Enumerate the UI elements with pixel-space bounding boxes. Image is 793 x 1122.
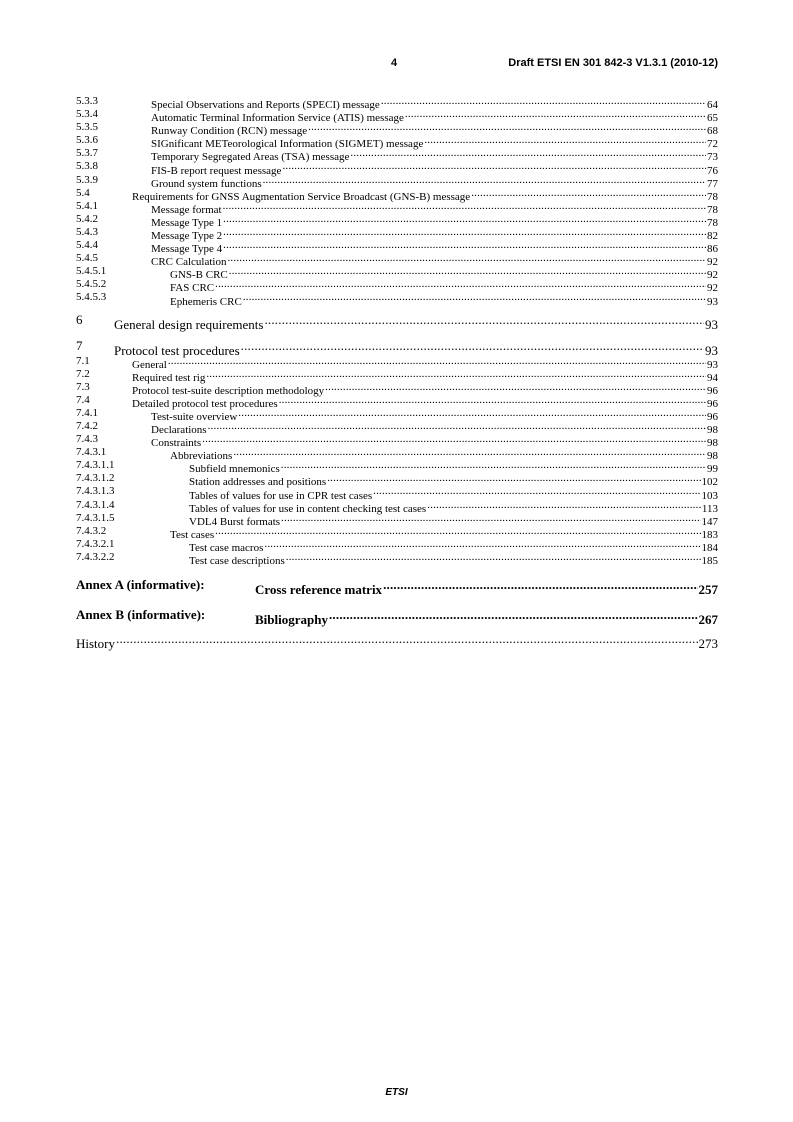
toc-leader-dots [215, 278, 706, 291]
toc-entry-number: 7.4.3.1.3 [76, 485, 115, 498]
toc-entry-number: 5.4.5 [76, 252, 98, 265]
toc-entry-page: 185 [701, 555, 718, 567]
toc-entry-title: Requirements for GNSS Augmentation Service Broadcast (GNS-B) message [132, 190, 471, 203]
toc-entry[interactable] [76, 511, 718, 528]
toc-entry-title: Message format [151, 203, 222, 216]
toc-annex-entry[interactable] [76, 606, 718, 627]
toc-leader-dots [286, 551, 701, 564]
toc-entry-title: FAS CRC [170, 282, 215, 295]
toc-entry-title: General [132, 358, 167, 371]
toc-leader-dots [282, 160, 706, 173]
toc-entry[interactable] [76, 524, 718, 541]
toc-entry[interactable] [76, 459, 718, 476]
toc-entry-number: 7.4.3.2 [76, 524, 107, 537]
toc-entry[interactable] [76, 265, 718, 282]
toc-entry[interactable] [76, 433, 718, 450]
toc-entry[interactable] [76, 337, 718, 358]
toc-leader-dots [263, 174, 706, 187]
toc-leader-dots [223, 226, 706, 239]
toc-leader-dots [471, 187, 706, 200]
toc-leader-dots [279, 394, 706, 407]
toc-leader-dots [116, 630, 698, 648]
toc-entry[interactable] [76, 199, 718, 216]
toc-entry-page: 184 [701, 541, 718, 554]
toc-entry-title: Ground system functions [151, 177, 262, 190]
toc-entry-number: 7.4.3.1.1 [76, 459, 115, 472]
toc-entry-title: Station addresses and positions [189, 476, 327, 489]
toc-leader-dots [223, 200, 706, 213]
toc-leader-dots [264, 538, 700, 551]
toc-leader-dots [424, 134, 706, 147]
toc-history-entry[interactable] [76, 630, 718, 651]
page-number: 4 [391, 57, 398, 69]
toc-entry-title: Detailed protocol test procedures [132, 397, 278, 410]
toc-entry[interactable] [76, 446, 718, 463]
toc-entry-number: 5.4.1 [76, 199, 98, 212]
toc-entry[interactable] [76, 550, 718, 567]
toc-entry-title: Message Type 2 [151, 230, 223, 243]
toc-leader-dots [238, 407, 706, 420]
toc-entry-number: 5.3.8 [76, 160, 98, 173]
toc-entry-number: 7.4.3.1 [76, 446, 107, 459]
toc-entry-page: 92 [707, 269, 718, 282]
toc-entry-number: 7.4.3.1.4 [76, 498, 115, 511]
document-id: Draft ETSI EN 301 842-3 V1.3.1 (2010-12) [508, 57, 718, 69]
toc-entry[interactable] [76, 278, 718, 295]
toc-entry-page: 78 [707, 203, 718, 216]
toc-entry-title: Test case descriptions [189, 555, 285, 567]
toc-entry-number: 7.4.3.1.5 [76, 511, 115, 524]
annex-label: Annex B (informative): [76, 607, 206, 622]
toc-entry-title: Protocol test procedures [114, 342, 240, 358]
toc-entry-page: 96 [707, 397, 718, 410]
toc-entry-page: 98 [707, 450, 718, 463]
toc-entry-title: Special Observations and Reports (SPECI) message [151, 99, 380, 112]
toc-entry[interactable] [76, 485, 718, 502]
toc-entry-number: 7.3 [76, 380, 90, 393]
toc-entry[interactable] [76, 252, 718, 269]
toc-entry-number: 5.3.7 [76, 147, 98, 160]
toc-leader-dots [405, 108, 706, 121]
toc-entry-title: SIGnificant METeorological Information (SIGMET) message [151, 138, 424, 151]
toc-leader-dots [427, 499, 701, 512]
toc-entry-page: 92 [707, 282, 718, 295]
toc-leader-dots [308, 121, 706, 134]
toc-leader-dots [227, 252, 706, 265]
toc-leader-dots [383, 576, 697, 594]
history-title: History [76, 636, 115, 651]
toc-entry-number: 5.4.5.2 [76, 278, 107, 291]
toc-entry-number: 7.2 [76, 367, 90, 380]
toc-entry-number: 5.3.4 [76, 108, 98, 121]
toc-leader-dots [373, 485, 700, 498]
annex-title: Bibliography [255, 612, 328, 627]
history-page: 273 [698, 636, 718, 651]
toc-leader-dots [208, 420, 706, 433]
toc-entry-number: 5.4.5.1 [76, 265, 107, 278]
toc-entry[interactable] [76, 367, 718, 384]
toc-entry-number: 7.4.3.1.2 [76, 472, 115, 485]
toc-entry-number: 7.4.3 [76, 433, 98, 446]
toc-leader-dots [264, 311, 704, 329]
toc-entry-title: Message Type 4 [151, 243, 223, 256]
toc-entry-page: 99 [707, 463, 718, 476]
toc-entry[interactable] [76, 121, 718, 138]
toc-entry[interactable] [76, 134, 718, 151]
toc-entry-title: Required test rig [132, 371, 206, 384]
toc-entry[interactable] [76, 95, 718, 112]
toc-entry-number: 5.4.4 [76, 239, 98, 252]
toc-entry-number: 5.4 [76, 186, 90, 199]
toc-entry[interactable] [76, 173, 718, 190]
toc-entry-title: Ephemeris CRC [170, 295, 242, 308]
toc-leader-dots [327, 472, 700, 485]
toc-entry-title: FIS-B report request message [151, 164, 282, 177]
toc-entry-title: Protocol test-suite description methodology [132, 384, 325, 397]
toc-entry-page: 78 [707, 216, 718, 229]
toc-entry[interactable] [76, 354, 718, 371]
toc-entry-title: GNS-B CRC [170, 269, 228, 282]
toc-entry-title: Temporary Segregated Areas (TSA) message [151, 151, 350, 164]
toc-entry-page: 147 [701, 515, 718, 528]
toc-entry-title: Tables of values for use in content checking test cases [189, 502, 427, 515]
toc-entry-title: Declarations [151, 424, 207, 437]
toc-leader-dots [381, 95, 706, 108]
toc-leader-dots [281, 459, 706, 472]
toc-entry-page: 73 [707, 151, 718, 164]
toc-entry-title: Test-suite overview [151, 410, 238, 423]
toc-entry[interactable] [76, 291, 718, 308]
toc-leader-dots [350, 147, 706, 160]
toc-entry-page: 68 [707, 125, 718, 138]
toc-entry-title: General design requirements [114, 316, 264, 332]
toc-entry[interactable] [76, 472, 718, 489]
toc-entry-number: 7 [76, 337, 83, 353]
toc-entry[interactable] [76, 537, 718, 554]
toc-entry-title: Message Type 1 [151, 216, 223, 229]
toc-leader-dots [329, 606, 698, 624]
toc-entry-number: 5.4.5.3 [76, 291, 107, 304]
toc-entry-number: 5.4.3 [76, 225, 98, 238]
toc-entry-title: Automatic Terminal Information Service (ATIS) message [151, 112, 404, 125]
toc-entry-title: Test case macros [189, 541, 264, 554]
toc-entry-number: 6 [76, 311, 83, 327]
table-of-contents [76, 95, 718, 651]
toc-leader-dots [325, 381, 706, 394]
toc-entry[interactable] [76, 380, 718, 397]
toc-entry-page: 65 [707, 112, 718, 125]
toc-leader-dots [223, 239, 706, 252]
toc-leader-dots [281, 512, 700, 525]
toc-entry-title: Test cases [170, 528, 215, 541]
toc-entry-page: 94 [707, 371, 718, 384]
toc-entry-page: 93 [705, 316, 718, 332]
toc-entry-page: 72 [707, 138, 718, 151]
annex-title: Cross reference matrix [255, 582, 383, 597]
toc-entry-page: 64 [707, 99, 718, 112]
toc-entry[interactable] [76, 406, 718, 423]
toc-leader-dots [202, 433, 706, 446]
toc-entry[interactable] [76, 147, 718, 164]
toc-entry-page: 77 [707, 177, 718, 190]
toc-entry-number: 7.4 [76, 393, 90, 406]
toc-entry[interactable] [76, 239, 718, 256]
footer-etsi: ETSI [385, 1087, 408, 1098]
toc-annex-entry[interactable] [76, 576, 718, 597]
toc-entry-page: 103 [701, 489, 718, 502]
toc-entry-page: 82 [707, 230, 718, 243]
toc-entry-page: 86 [707, 243, 718, 256]
toc-entry-page: 98 [707, 437, 718, 450]
toc-entry-page: 96 [707, 410, 718, 423]
toc-entry-page: 92 [707, 256, 718, 269]
toc-entry-number: 7.4.3.2.2 [76, 550, 115, 563]
toc-entry-number: 5.4.2 [76, 212, 98, 225]
toc-entry-title: Subfield mnemonics [189, 463, 280, 476]
toc-entry-number: 7.4.3.2.1 [76, 537, 115, 550]
toc-entry-title: Constraints [151, 437, 202, 450]
toc-entry-number: 7.4.1 [76, 406, 98, 419]
toc-entry-title: Tables of values for use in CPR test cases [189, 489, 373, 502]
toc-entry-title: Abbreviations [170, 450, 233, 463]
toc-entry-number: 5.3.3 [76, 95, 98, 107]
toc-entry[interactable] [76, 108, 718, 125]
toc-entry-title: VDL4 Burst formats [189, 515, 281, 528]
toc-entry[interactable] [76, 186, 718, 203]
toc-leader-dots [223, 213, 706, 226]
toc-entry-number: 7.4.2 [76, 419, 98, 432]
toc-entry[interactable] [76, 225, 718, 243]
toc-entry-page: 102 [701, 476, 718, 489]
annex-page: 257 [698, 582, 718, 597]
annex-label: Annex A (informative): [76, 577, 205, 592]
toc-entry-number: 5.3.6 [76, 134, 98, 147]
toc-entry[interactable] [76, 212, 718, 229]
toc-entry-page: 93 [707, 295, 718, 308]
toc-leader-dots [215, 525, 700, 538]
toc-entry[interactable] [76, 393, 718, 410]
page-header [0, 57, 793, 71]
toc-entry[interactable] [76, 498, 718, 515]
toc-entry-page: 113 [701, 502, 718, 515]
toc-entry-number: 7.1 [76, 354, 90, 367]
toc-entry-number: 5.3.9 [76, 173, 98, 186]
toc-leader-dots [243, 291, 706, 304]
toc-leader-dots [241, 337, 704, 355]
toc-leader-dots [168, 355, 706, 368]
toc-entry[interactable] [76, 311, 718, 332]
toc-leader-dots [206, 368, 706, 381]
toc-entry-page: 183 [701, 528, 718, 541]
toc-entry[interactable] [76, 419, 718, 437]
toc-entry-page: 78 [707, 190, 718, 203]
toc-entry-page: 96 [707, 384, 718, 397]
toc-leader-dots [233, 446, 706, 459]
toc-entry-page: 93 [705, 342, 718, 358]
annex-page: 267 [698, 612, 718, 627]
toc-entry-page: 76 [707, 164, 718, 177]
toc-entry-page: 93 [707, 358, 718, 371]
toc-entry-title: Runway Condition (RCN) message [151, 125, 308, 138]
toc-entry-title: CRC Calculation [151, 256, 227, 269]
toc-entry-number: 5.3.5 [76, 121, 98, 134]
toc-entry[interactable] [76, 160, 718, 177]
toc-entry-page: 98 [707, 424, 718, 437]
toc-leader-dots [229, 265, 706, 278]
